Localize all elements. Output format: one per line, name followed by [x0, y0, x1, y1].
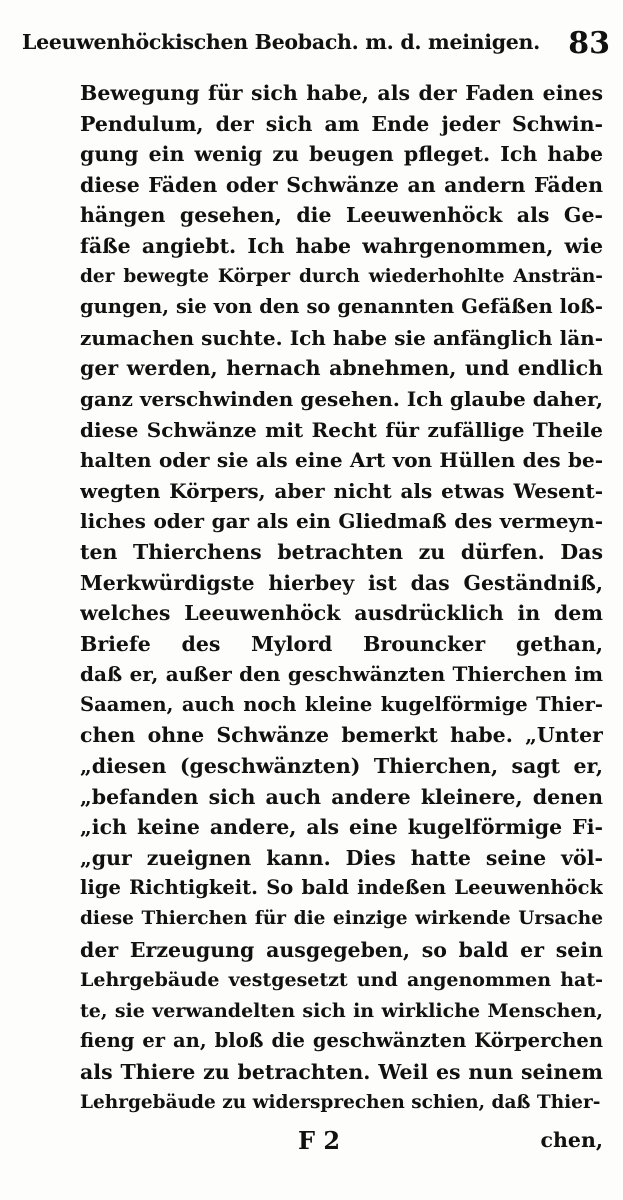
- text-line: der Erzeugung ausgegeben, so bald er sein: [80, 937, 603, 962]
- text-line: „ich keine andere, als eine kugelförmige Fi-: [80, 815, 603, 840]
- text-line: ganz verschwinden gesehen. Ich glaube daher,: [80, 386, 603, 411]
- body-text: [80, 78, 603, 1118]
- text-line: „diesen (geschwänzten) Thierchen, sagt er,: [80, 754, 603, 779]
- text-line: halten oder sie als eine Art von Hüllen des be-: [80, 448, 603, 473]
- catchword: chen,: [540, 1128, 603, 1152]
- text-line: daß er, außer den geschwänzten Thierchen im: [80, 662, 603, 687]
- running-head: Leeuwenhöckischen Beobach. m. d. meinigen.: [22, 30, 540, 54]
- text-line: Pendulum, der sich am Ende jeder Schwin-: [80, 111, 603, 136]
- text-line: diese Fäden oder Schwänze an andern Fäden: [80, 172, 603, 197]
- page-number: 83: [568, 26, 610, 61]
- text-line: welches Leeuwenhöck ausdrücklich in dem: [80, 601, 603, 626]
- text-line: der bewegte Körper durch wiederhohlte Ansträn-: [80, 265, 603, 287]
- text-line: „befanden sich auch andere kleinere, denen: [80, 784, 603, 809]
- page-footer: [80, 1126, 603, 1160]
- text-line: fieng er an, bloß die geschwänzten Körperchen: [80, 1029, 603, 1053]
- text-line: hängen gesehen, die Leeuwenhöck als Ge-: [80, 203, 603, 228]
- text-line: lige Richtigkeit. So bald indeßen Leeuwenhöck: [80, 876, 603, 900]
- text-line: Briefe des Mylord Brouncker gethan,: [80, 631, 603, 656]
- text-line: Lehrgebäude zu widersprechen schien, daß Thier-: [80, 1091, 601, 1113]
- text-line: Lehrgebäude vestgesetzt und angenommen hat-: [80, 969, 603, 992]
- text-line: ten Thierchens betrachten zu dürfen. Das: [80, 539, 603, 564]
- text-line: als Thiere zu betrachten. Weil es nun seinem: [80, 1060, 603, 1084]
- text-line: ger werden, hernach abnehmen, und endlich: [80, 356, 603, 381]
- text-line: fäße angiebt. Ich habe wahrgenommen, wie: [80, 233, 603, 258]
- text-line: gung ein wenig zu beugen pfleget. Ich habe: [80, 142, 603, 167]
- text-line: chen ohne Schwänze bemerkt habe. „Unter: [80, 723, 603, 748]
- text-line: Saamen, auch noch kleine kugelförmige Thier-: [80, 692, 603, 716]
- text-line: liches oder gar als ein Gliedmaß des vermeyn-: [80, 509, 603, 534]
- text-line: Merkwürdigste hierbey ist das Geständniß,: [80, 570, 603, 595]
- signature-mark: F 2: [298, 1126, 341, 1155]
- text-line: diese Schwänze mit Recht für zufällige Theile: [80, 417, 603, 442]
- text-line: Bewegung für sich habe, als der Faden eines: [80, 81, 603, 105]
- text-line: zumachen suchte. Ich habe sie anfänglich län-: [80, 325, 603, 350]
- text-line: te, sie verwandelten sich in wirkliche Menschen,: [80, 999, 603, 1022]
- text-line: „gur zueignen kann. Dies hatte seine völ-: [80, 845, 603, 870]
- page-header: [22, 26, 610, 66]
- text-line: gungen, sie von den so genannten Gefäßen loß-: [80, 295, 603, 319]
- text-line: wegten Körpers, aber nicht als etwas Wesent-: [80, 478, 603, 503]
- text-line: diese Thierchen für die einzige wirkende Ursache: [80, 908, 603, 930]
